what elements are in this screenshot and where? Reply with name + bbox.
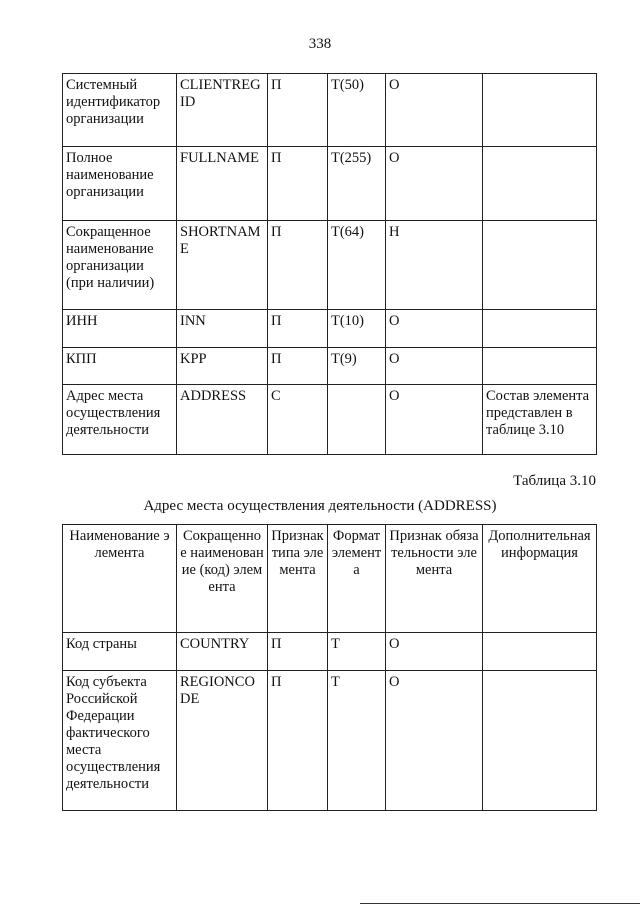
element-format-cell: T(255) <box>328 147 386 221</box>
element-format-cell: T(50) <box>328 74 386 147</box>
header-info: Дополнительная информация <box>483 525 597 633</box>
table-row <box>63 348 597 385</box>
page-edge-line <box>360 903 640 904</box>
element-format-cell: T <box>328 633 386 671</box>
element-type-cell: П <box>268 671 328 811</box>
element-name-cell: Код страны <box>63 633 177 671</box>
element-name-cell: КПП <box>63 348 177 385</box>
table-row <box>63 74 597 147</box>
element-format-cell: T(9) <box>328 348 386 385</box>
element-type-cell: П <box>268 633 328 671</box>
table-row <box>63 671 597 811</box>
element-required-cell: О <box>386 147 483 221</box>
element-required-cell: О <box>386 74 483 147</box>
element-code-cell: SHORTNAME <box>177 221 268 310</box>
element-code-cell: KPP <box>177 348 268 385</box>
element-info-cell <box>483 221 597 310</box>
element-type-cell: П <box>268 310 328 348</box>
table-row <box>63 310 597 348</box>
element-code-cell: REGIONCODE <box>177 671 268 811</box>
element-required-cell: О <box>386 671 483 811</box>
element-format-cell: T(64) <box>328 221 386 310</box>
element-code-cell: FULLNAME <box>177 147 268 221</box>
header-required: Признак обязательности элемента <box>386 525 483 633</box>
table-label: Таблица 3.10 <box>513 473 596 489</box>
page-number: 338 <box>308 36 332 52</box>
header-format: Формат элемента <box>328 525 386 633</box>
element-name-cell: Системный идентификатор организации <box>63 74 177 147</box>
element-name-cell: Адрес места осуществления деятельности <box>63 385 177 455</box>
element-code-cell: CLIENTREGID <box>177 74 268 147</box>
element-format-cell <box>328 385 386 455</box>
element-info-cell <box>483 310 597 348</box>
element-required-cell: О <box>386 385 483 455</box>
element-required-cell: О <box>386 310 483 348</box>
element-format-cell: T <box>328 671 386 811</box>
element-code-cell: INN <box>177 310 268 348</box>
table-header-row <box>63 525 597 633</box>
element-info-cell <box>483 147 597 221</box>
header-name: Наименование элемента <box>63 525 177 633</box>
table-row <box>63 633 597 671</box>
header-type: Признак типа элемента <box>268 525 328 633</box>
element-type-cell: П <box>268 147 328 221</box>
element-format-cell: T(10) <box>328 310 386 348</box>
element-info-cell <box>483 348 597 385</box>
elements-table-continued <box>62 73 597 455</box>
element-required-cell: О <box>386 633 483 671</box>
table-title: Адрес места осуществления деятельности (ADDRESS) <box>143 498 497 514</box>
element-code-cell: ADDRESS <box>177 385 268 455</box>
element-type-cell: П <box>268 74 328 147</box>
address-table <box>62 524 597 811</box>
table-row <box>63 385 597 455</box>
element-info-cell <box>483 633 597 671</box>
header-code: Сокращенное наименование (код) элемента <box>177 525 268 633</box>
element-info-cell: Состав элемента представлен в таблице 3.10 <box>483 385 597 455</box>
element-name-cell: Код субъекта Российской Федерации фактического места осуществления деятельности <box>63 671 177 811</box>
table-row <box>63 147 597 221</box>
element-info-cell <box>483 74 597 147</box>
element-type-cell: П <box>268 348 328 385</box>
element-name-cell: Сокращенное наименование организации (при наличии) <box>63 221 177 310</box>
element-required-cell: Н <box>386 221 483 310</box>
element-code-cell: COUNTRY <box>177 633 268 671</box>
table-row <box>63 221 597 310</box>
element-required-cell: О <box>386 348 483 385</box>
element-type-cell: П <box>268 221 328 310</box>
element-name-cell: Полное наименование организации <box>63 147 177 221</box>
element-type-cell: С <box>268 385 328 455</box>
element-name-cell: ИНН <box>63 310 177 348</box>
element-info-cell <box>483 671 597 811</box>
